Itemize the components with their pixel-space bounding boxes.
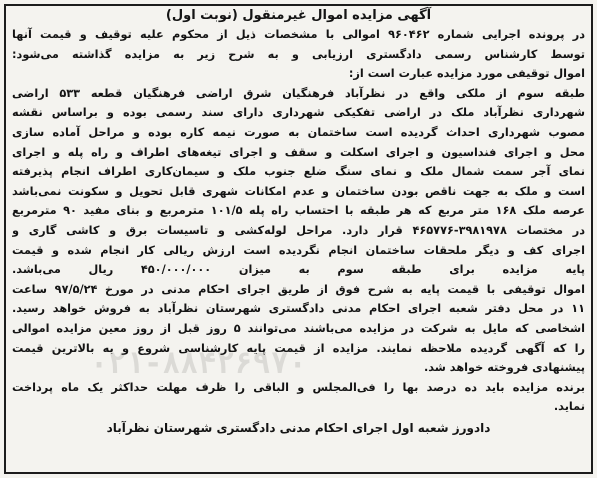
notice-line: مصوب شهرداری احداث گردیده است ساختمان به صورت نیمه کاره بوده و مراحل آماده سازی — [12, 125, 585, 139]
watermark: ۰۲۱-۸۸۴۲۶۹۷۰ — [90, 346, 307, 381]
notice-line: پیشنهادی فروخته خواهد شد. — [423, 361, 585, 375]
notice-line: شهرداری نظرآباد ملک در اراضی تفکیکی شهرداری دارای سند رسمی بوده و براساس نقشه — [12, 106, 585, 120]
notice-line: برنده مزایده باید ده درصد بها را فی‌المجلس و الباقی را ظرف مهلت حداکثر یک ماه پرداخت — [12, 380, 585, 394]
notice-line: نماید. — [553, 400, 585, 414]
notice-body — [12, 25, 585, 417]
notice-line: اجرای کف و دیگر ملحقات ساختمان انجام نگردیده است ارزش ریالی کار انجام شده و قیمت — [12, 243, 585, 257]
notice-line: اشخاصی که مایل به شرکت در مزایده می‌باشند می‌توانند ۵ روز قبل از روز معین مزایده اموالی — [12, 321, 585, 335]
notice-line: طبقه سوم از ملکی واقع در نظرآباد فرهنگیان شرق اراضی فرهنگیان قطعه ۵۳۳ اراضی — [12, 86, 585, 100]
notice-line: نمای آجر سمت شمال ملک و نمای سنگ ضلع جنوب ملک و سیمان‌کاری اطراف انجام پذیرفته — [12, 165, 585, 179]
notice-line: اموال توقیفی مورد مزایده عبارت است از: — [348, 67, 585, 81]
notice-line: را که آگهی گردیده ملاحظه نمایند. مزایده از قیمت پایه کارشناسی شروع و به بالاترین قیمت — [12, 341, 585, 355]
notice-line: پایه مزایده برای طبقه سوم به میزان ۴۵۰/۰۰۰/۰۰۰ ریال می‌باشد. — [12, 263, 585, 277]
notice-line: محل و اجرای فنداسیون و اجرای اسکلت و سقف و اجرای تیغه‌های اطراف و راه پله و اجرای — [12, 145, 585, 159]
notice-line: در پرونده اجرایی شماره ۹۶۰۴۶۲ اموالی با مشخصات ذیل از محکوم علیه توقیف و قیمت آنها — [12, 28, 585, 41]
notice-line: توسط کارشناس رسمی دادگستری ارزیابی و به شرح زیر به مزایده گذاشته می‌شود: — [12, 47, 585, 61]
notice-document — [12, 6, 585, 450]
notice-line: اموال توقیفی با قیمت پایه به شرح فوق از طریق اجرای احکام مدنی در مورخ ۹۷/۵/۲۴ ساعت — [12, 282, 585, 296]
notice-line: است و ملک به جهت ناقص بودن ساختمان و عدم امکانات شهری قابل تحویل و سکونت نمی‌باشد — [12, 184, 585, 198]
notice-line: عرصه ملک ۱۶۸ متر مربع که هر طبقه با احتساب راه پله ۱۰۱/۵ مترمربع و بنای مفید ۹۰ مترمربع — [12, 204, 585, 218]
notice-title: آگهی مزایده اموال غیرمنقول (نوبت اول) — [165, 8, 432, 23]
notice-line: در مختصات ۳۹۸۱۹۷۸-۴۶۵۷۷۶ قرار دارد. مراحل لوله‌کشی و تاسیسات برق و کاشی گاری و — [12, 223, 585, 237]
notice-signature: دادورز شعبه اول اجرای احکام مدنی دادگستری شهرستان نظرآباد — [106, 420, 491, 435]
notice-line: ۱۱ در محل دفتر شعبه اجرای احکام مدنی دادگستری شهرستان نظرآباد به فروش خواهد رسید. — [12, 302, 585, 316]
